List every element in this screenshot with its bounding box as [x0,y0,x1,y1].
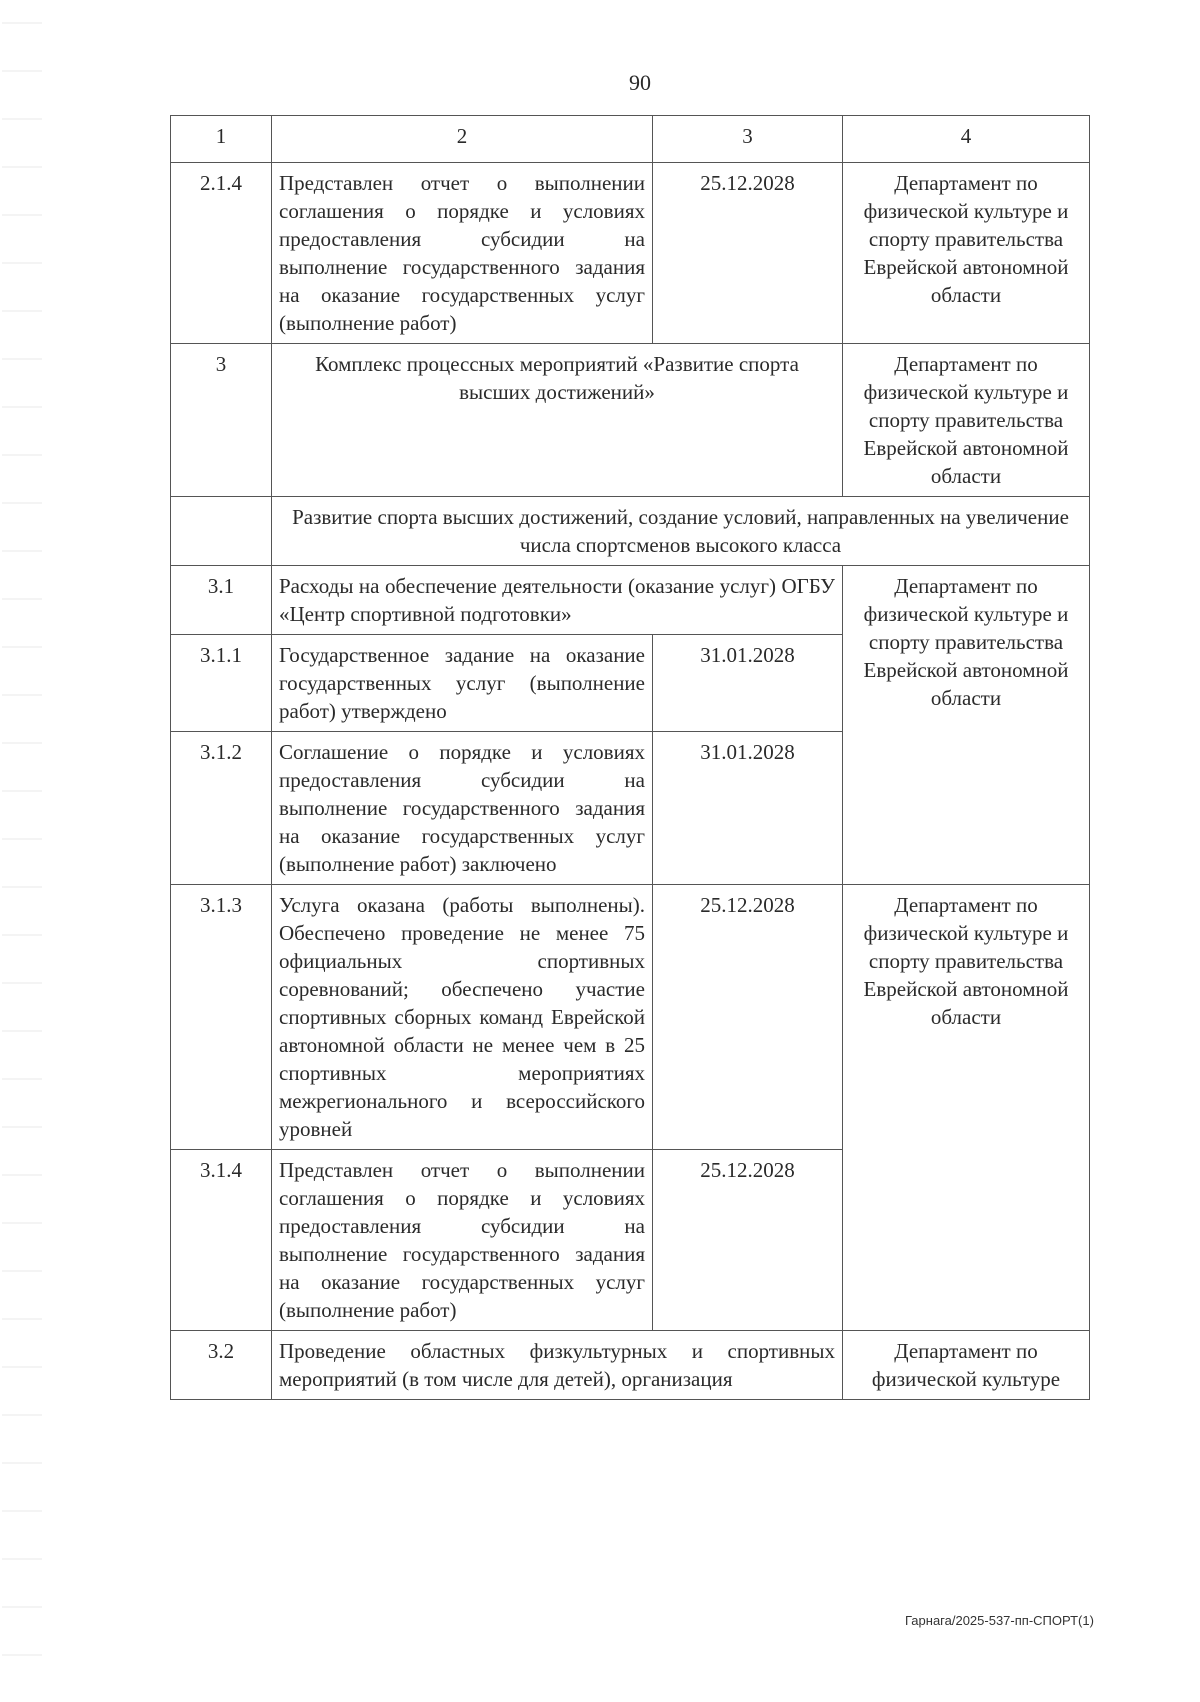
row-date: 31.01.2028 [653,732,843,885]
row-number: 3.1.3 [171,885,272,1150]
row-number: 3.2 [171,1331,272,1400]
scan-margin-artifact [2,0,42,1702]
document-footer-code: Гарнага/2025-537-пп-СПОРТ(1) [905,1613,1094,1628]
row-text: Соглашение о порядке и условиях предоставления субсидии на выполнение государственного задания на оказание государственных услуг (выполнение работ) заключено [272,732,653,885]
column-header-3: 3 [653,116,843,163]
page-number: 90 [629,70,651,95]
row-responsible: Департамент по физической культуре и спорту правительства Еврейской автономной области [843,566,1090,885]
row-text: Представлен отчет о выполнении соглашения о порядке и условиях предоставления субсидии на выполнение государственного задания на оказание государственных услуг (выполнение работ) [272,1150,653,1331]
table-row [171,344,1090,497]
table-row [171,566,1090,635]
row-responsible: Департамент по физической культуре и спорту правительства Еврейской автономной области [843,163,1090,344]
row-number-empty [171,497,272,566]
table-header-row [171,116,1090,163]
row-text: Расходы на обеспечение деятельности (оказание услуг) ОГБУ «Центр спортивной подготовки» [272,566,843,635]
row-text: Государственное задание на оказание государственных услуг (выполнение работ) утверждено [272,635,653,732]
row-number: 3.1 [171,566,272,635]
row-text: Комплекс процессных мероприятий «Развитие спорта высших достижений» [272,344,843,497]
row-number: 3.1.1 [171,635,272,732]
row-number: 3 [171,344,272,497]
row-responsible: Департамент по физической культуре и спорту правительства Еврейской автономной области [843,885,1090,1331]
column-header-1: 1 [171,116,272,163]
table-row [171,1331,1090,1400]
row-responsible: Департамент по физической культуре [843,1331,1090,1400]
row-date: 25.12.2028 [653,1150,843,1331]
column-header-2: 2 [272,116,653,163]
row-date: 25.12.2028 [653,885,843,1150]
row-text: Проведение областных физкультурных и спортивных мероприятий (в том числе для детей), организация [272,1331,843,1400]
row-responsible: Департамент по физической культуре и спорту правительства Еврейской автономной области [843,344,1090,497]
section-row [171,497,1090,566]
section-title: Развитие спорта высших достижений, создание условий, направленных на увеличение числа спортсменов высокого класса [272,497,1090,566]
row-number: 3.1.4 [171,1150,272,1331]
table-row [171,885,1090,1150]
column-header-4: 4 [843,116,1090,163]
row-date: 31.01.2028 [653,635,843,732]
table-row [171,163,1090,344]
row-text: Услуга оказана (работы выполнены). Обеспечено проведение не менее 75 официальных спортивных соревнований; обеспечено участие спортивных сборных команд Еврейской автономной области не менее чем в 25 спортивных мероприятиях межрегионального и всероссийского уровней [272,885,653,1150]
row-number: 3.1.2 [171,732,272,885]
row-text: Представлен отчет о выполнении соглашения о порядке и условиях предоставления субсидии на выполнение государственного задания на оказание государственных услуг (выполнение работ) [272,163,653,344]
row-number: 2.1.4 [171,163,272,344]
row-date: 25.12.2028 [653,163,843,344]
activities-table [170,115,1090,1400]
